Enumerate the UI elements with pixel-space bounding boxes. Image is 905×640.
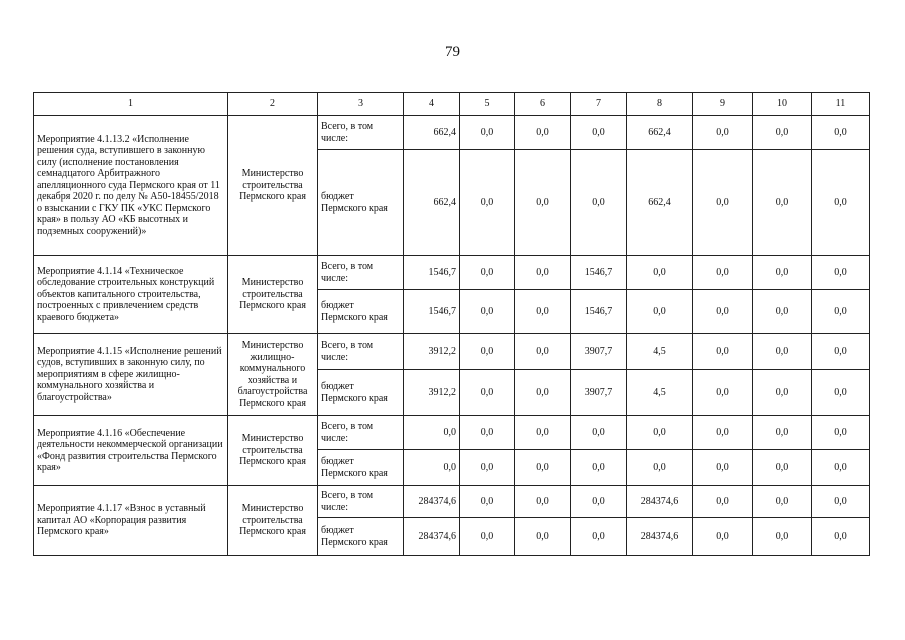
value-cell: 0,0 — [627, 290, 693, 334]
executor-name: Министерство строительства Пермского края — [228, 486, 318, 556]
measure-name: Мероприятие 4.1.15 «Исполнение решений судов, вступивших в законную силу, по мероприятиям в сфере жилищно-коммунального хозяйства и благоустройства» — [34, 334, 228, 416]
funding-source: Всего, в том числе: — [318, 416, 404, 450]
value-cell: 0,0 — [460, 116, 515, 150]
page-number: 79 — [445, 44, 460, 60]
value-cell: 0,0 — [693, 518, 753, 556]
value-cell: 0,0 — [753, 334, 812, 370]
measure-name: Мероприятие 4.1.14 «Техническое обследование строительных конструкций объектов капитального строительства, построенных с привлечением средств краевого бюджета» — [34, 256, 228, 334]
executor-name: Министерство строительства Пермского края — [228, 116, 318, 256]
header-row — [34, 93, 870, 116]
value-cell: 0,0 — [571, 150, 627, 256]
value-cell: 0,0 — [460, 486, 515, 518]
table-row — [34, 116, 870, 150]
value-cell: 0,0 — [404, 416, 460, 450]
value-cell: 284374,6 — [627, 518, 693, 556]
value-cell: 0,0 — [460, 518, 515, 556]
value-cell: 0,0 — [753, 256, 812, 290]
value-cell: 0,0 — [404, 450, 460, 486]
value-cell: 4,5 — [627, 370, 693, 416]
value-cell: 0,0 — [460, 290, 515, 334]
value-cell: 0,0 — [515, 290, 571, 334]
value-cell: 0,0 — [627, 416, 693, 450]
value-cell: 0,0 — [693, 486, 753, 518]
executor-name: Министерство строительства Пермского края — [228, 256, 318, 334]
value-cell: 0,0 — [571, 450, 627, 486]
value-cell: 0,0 — [515, 370, 571, 416]
funding-source: Всего, в том числе: — [318, 486, 404, 518]
value-cell: 0,0 — [460, 334, 515, 370]
value-cell: 0,0 — [812, 256, 870, 290]
header-cell: 4 — [404, 93, 460, 116]
value-cell: 0,0 — [515, 116, 571, 150]
value-cell: 1546,7 — [571, 290, 627, 334]
measure-name: Мероприятие 4.1.17 «Взнос в уставный капитал АО «Корпорация развития Пермского края» — [34, 486, 228, 556]
value-cell: 0,0 — [515, 486, 571, 518]
value-cell: 0,0 — [812, 486, 870, 518]
table-row — [34, 256, 870, 290]
value-cell: 3907,7 — [571, 370, 627, 416]
value-cell: 0,0 — [753, 116, 812, 150]
value-cell: 662,4 — [404, 116, 460, 150]
value-cell: 0,0 — [571, 416, 627, 450]
value-cell: 0,0 — [693, 334, 753, 370]
header-cell: 6 — [515, 93, 571, 116]
value-cell: 1546,7 — [404, 256, 460, 290]
value-cell: 284374,6 — [404, 486, 460, 518]
value-cell: 0,0 — [571, 486, 627, 518]
header-cell: 5 — [460, 93, 515, 116]
value-cell: 0,0 — [693, 370, 753, 416]
value-cell: 0,0 — [812, 334, 870, 370]
value-cell: 0,0 — [753, 486, 812, 518]
value-cell: 0,0 — [693, 116, 753, 150]
value-cell: 1546,7 — [404, 290, 460, 334]
value-cell: 0,0 — [693, 290, 753, 334]
value-cell: 0,0 — [571, 518, 627, 556]
value-cell: 0,0 — [753, 518, 812, 556]
value-cell: 0,0 — [812, 290, 870, 334]
value-cell: 3907,7 — [571, 334, 627, 370]
value-cell: 3912,2 — [404, 370, 460, 416]
value-cell: 3912,2 — [404, 334, 460, 370]
value-cell: 0,0 — [812, 416, 870, 450]
header-cell: 2 — [228, 93, 318, 116]
header-cell: 7 — [571, 93, 627, 116]
executor-name: Министерство строительства Пермского края — [228, 416, 318, 486]
value-cell: 0,0 — [812, 116, 870, 150]
table-row — [34, 334, 870, 370]
header-cell: 11 — [812, 93, 870, 116]
value-cell: 662,4 — [627, 116, 693, 150]
header-cell: 9 — [693, 93, 753, 116]
funding-source: бюджет Пермского края — [318, 450, 404, 486]
value-cell: 1546,7 — [571, 256, 627, 290]
table-row — [34, 416, 870, 450]
funding-source: бюджет Пермского края — [318, 150, 404, 256]
value-cell: 0,0 — [812, 518, 870, 556]
value-cell: 0,0 — [460, 450, 515, 486]
header-cell: 8 — [627, 93, 693, 116]
funding-source: бюджет Пермского края — [318, 370, 404, 416]
funding-source: Всего, в том числе: — [318, 116, 404, 150]
value-cell: 0,0 — [693, 150, 753, 256]
value-cell: 0,0 — [753, 150, 812, 256]
funding-source: бюджет Пермского края — [318, 518, 404, 556]
value-cell: 0,0 — [812, 370, 870, 416]
value-cell: 0,0 — [693, 450, 753, 486]
table-row — [34, 486, 870, 518]
value-cell: 284374,6 — [627, 486, 693, 518]
measure-name: Мероприятие 4.1.16 «Обеспечение деятельности некоммерческой организации «Фонд развития строительства Пермского края» — [34, 416, 228, 486]
value-cell: 0,0 — [753, 370, 812, 416]
value-cell: 0,0 — [515, 518, 571, 556]
value-cell: 0,0 — [753, 450, 812, 486]
value-cell: 662,4 — [627, 150, 693, 256]
funding-source: Всего, в том числе: — [318, 256, 404, 290]
value-cell: 0,0 — [515, 450, 571, 486]
value-cell: 0,0 — [460, 416, 515, 450]
value-cell: 0,0 — [812, 150, 870, 256]
value-cell: 0,0 — [515, 416, 571, 450]
value-cell: 0,0 — [627, 256, 693, 290]
program-table — [33, 92, 870, 556]
value-cell: 0,0 — [627, 450, 693, 486]
value-cell: 0,0 — [571, 116, 627, 150]
value-cell: 0,0 — [515, 256, 571, 290]
value-cell: 284374,6 — [404, 518, 460, 556]
value-cell: 0,0 — [460, 256, 515, 290]
value-cell: 0,0 — [753, 416, 812, 450]
value-cell: 0,0 — [460, 150, 515, 256]
header-cell: 1 — [34, 93, 228, 116]
value-cell: 0,0 — [812, 450, 870, 486]
executor-name: Министерство жилищно-коммунального хозяйства и благоустройства Пермского края — [228, 334, 318, 416]
funding-source: бюджет Пермского края — [318, 290, 404, 334]
header-cell: 10 — [753, 93, 812, 116]
header-cell: 3 — [318, 93, 404, 116]
value-cell: 0,0 — [515, 334, 571, 370]
value-cell: 0,0 — [693, 256, 753, 290]
measure-name: Мероприятие 4.1.13.2 «Исполнение решения суда, вступившего в законную силу (исполнение постановления семнадцатого Арбитражного апелляционного суда Пермского края от 11 декабря 2020 г. по делу № А50-18455/2018 о взыскании с ГКУ ПК «УКС Пермского края» в пользу АО «КБ высотных и подземных сооружений)» — [34, 116, 228, 256]
value-cell: 4,5 — [627, 334, 693, 370]
value-cell: 0,0 — [460, 370, 515, 416]
value-cell: 0,0 — [753, 290, 812, 334]
funding-source: Всего, в том числе: — [318, 334, 404, 370]
value-cell: 662,4 — [404, 150, 460, 256]
value-cell: 0,0 — [515, 150, 571, 256]
value-cell: 0,0 — [693, 416, 753, 450]
